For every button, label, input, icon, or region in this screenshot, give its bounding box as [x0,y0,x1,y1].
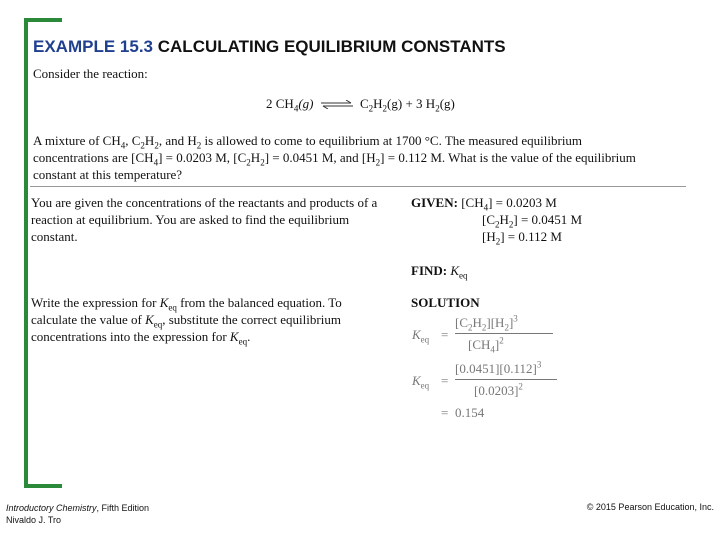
equals-2: = [441,373,449,388]
consider-text: Consider the reaction: [33,66,148,81]
footer-copyright: © 2015 Pearson Education, Inc. [586,502,714,512]
frame-bracket-bottom [24,484,62,488]
given-explanation: You are given the concentrations of the reactants and products of a reaction at equilibrium. You are asked to find the equilibrium constant. [31,195,378,244]
problem-statement: A mixture of $CH_4$, $C_2H_2$, and $H_2$ is allowed to come to equilibrium at 1700 °C. The measured equilibrium concentrations are $[CH_4] = 0.0203$ M, $[C_2H_2] = 0.0451$ M, and $[H_2] = 0.112$ M. What is the value of the equilibrium constant at this temperature? [33,133,636,182]
example-title-text: CALCULATING EQUILIBRIUM CONSTANTS [157,37,506,56]
solution-label: SOLUTION [411,295,480,310]
divider [30,186,686,187]
footer-book: Introductory Chemistry, Fifth Edition Nivaldo J. Tro [6,503,150,525]
fraction-bar-1 [455,333,553,334]
keq-denominator: $[CH_4]^2$ [468,335,504,355]
value-denominator: $[0.0203]^2$ [474,381,523,398]
keq-symbol-1: $K_{eq}$ [412,327,430,345]
frame-bracket-left [24,18,28,488]
frame-bracket-top [24,18,62,22]
find-block: FIND: $K_{eq}$ [411,263,468,281]
solution-explanation: Write the expression for $K_{eq}$ from the balanced equation. To calculate the value of $K_{eq}$, substitute the correct equilibrium concentrations into the expression for $K_{eq}$. [31,295,342,347]
equals-1: = [441,327,449,342]
keq-numerator: $[C_2H_2][H_2]^3$ [455,313,518,333]
example-title [33,37,506,57]
reaction-equation: 2 $CH_4(g)$ $C_2H_2(g) + 3$ $H_2(g)$ [266,96,455,114]
value-numerator: $[0.0451][0.112]^3$ [455,359,542,376]
keq-symbol-2: $K_{eq}$ [412,373,430,391]
given-block: GIVEN: $[CH_4] = 0.0203$ M $[C_2H_2] = 0.0451$ M $[H_2] = 0.112$ M [411,195,583,247]
equilibrium-arrow-icon [320,101,354,109]
example-label: EXAMPLE 15.3 [33,37,154,56]
equals-3: = [441,405,449,420]
fraction-bar-2 [455,379,557,380]
keq-result: 0.154 [455,405,485,420]
